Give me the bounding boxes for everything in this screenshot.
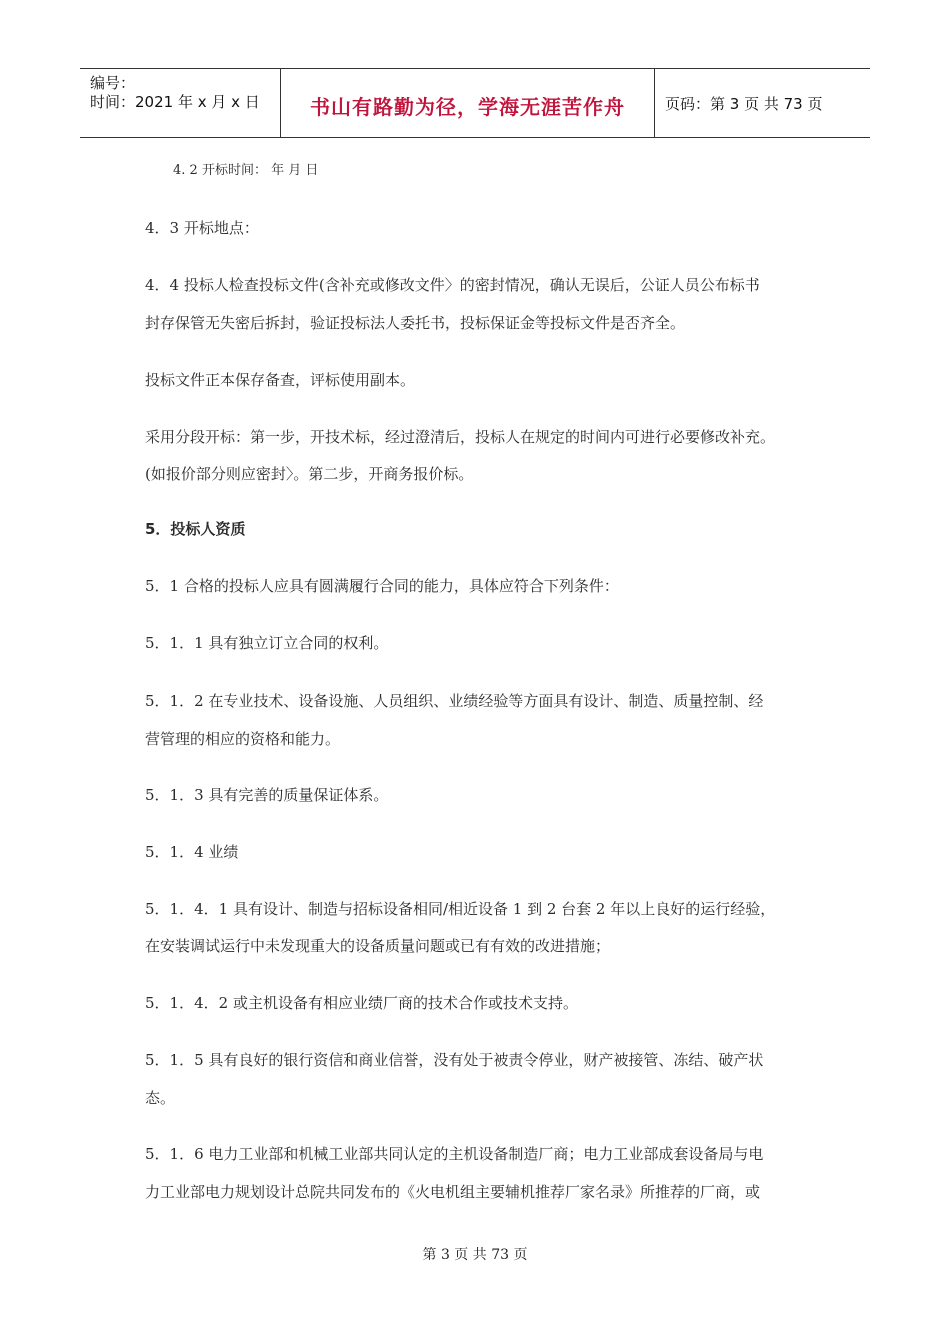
paragraph-staged-opening-cont: (如报价部分则应密封〉。第二步，开商务报价标。 (145, 465, 474, 483)
header-meta-cell (80, 69, 281, 137)
header-motto: 书山有路勤为径，学海无涯苦作舟 (310, 95, 625, 119)
paragraph-seal-check: 4．4 投标人检查投标文件(含补充或修改文件〉的密封情况，确认无误后，公证人员公布标书 (145, 276, 760, 294)
paragraph-5-1-3: 5．1．3 具有完善的质量保证体系。 (145, 786, 389, 804)
section-heading-qualification: 5．投标人资质 (145, 520, 246, 538)
paragraph-opening-place: 4．3 开标地点： (145, 219, 259, 237)
header-page-number: 页码：第 3 页 共 73 页 (665, 95, 823, 113)
header-motto-cell (281, 69, 655, 137)
paragraph-seal-check-cont: 封存保管无失密后拆封，验证投标法人委托书，投标保证金等投标文件是否齐全。 (145, 314, 686, 332)
paragraph-opening-time: 4. 2 开标时间： 年 月 日 (173, 163, 319, 178)
paragraph-5-1-6: 5．1．6 电力工业部和机械工业部共同认定的主机设备制造厂商；电力工业部成套设备局与电 (145, 1145, 764, 1163)
paragraph-5-1-2-cont: 营管理的相应的资格和能力。 (145, 730, 341, 748)
paragraph-5-1-5: 5．1．5 具有良好的银行资信和商业信誉，没有处于被责令停业，财产被接管、冻结、破产状 (145, 1051, 764, 1069)
page-footer: 第 3 页 共 73 页 (422, 1247, 528, 1263)
paragraph-5-1: 5．1 合格的投标人应具有圆满履行合同的能力，具体应符合下列条件： (145, 577, 619, 595)
paragraph-original-copy: 投标文件正本保存备查，评标使用副本。 (145, 371, 416, 389)
paragraph-5-1-4: 5．1．4 业绩 (145, 843, 239, 861)
paragraph-5-1-4-1: 5．1．4．1 具有设计、制造与招标设备相同/相近设备 1 到 2 台套 2 年以上良好的运行经验， (145, 900, 776, 918)
paragraph-5-1-6-cont: 力工业部电力规划设计总院共同发布的《火电机组主要辅机推荐厂家名录》所推荐的厂商，或 (145, 1183, 761, 1201)
paragraph-5-1-4-1-cont: 在安装调试运行中未发现重大的设备质量问题或已有有效的改进措施； (145, 937, 611, 955)
document-date-label: 时间：2021 年 x 月 x 日 (90, 93, 260, 111)
document-number-label: 编号： (90, 74, 136, 92)
paragraph-5-1-2: 5．1．2 在专业技术、设备设施、人员组织、业绩经验等方面具有设计、制造、质量控制、经 (145, 692, 764, 710)
paragraph-staged-opening: 采用分段开标：第一步，开技术标，经过澄清后，投标人在规定的时间内可进行必要修改补充。 (145, 428, 776, 446)
paragraph-5-1-1: 5．1．1 具有独立订立合同的权利。 (145, 634, 389, 652)
header-page-cell (655, 69, 870, 137)
paragraph-5-1-4-2: 5．1．4．2 或主机设备有相应业绩厂商的技术合作或技术支持。 (145, 994, 578, 1012)
paragraph-5-1-5-cont: 态。 (145, 1089, 176, 1107)
page-header (80, 68, 870, 138)
